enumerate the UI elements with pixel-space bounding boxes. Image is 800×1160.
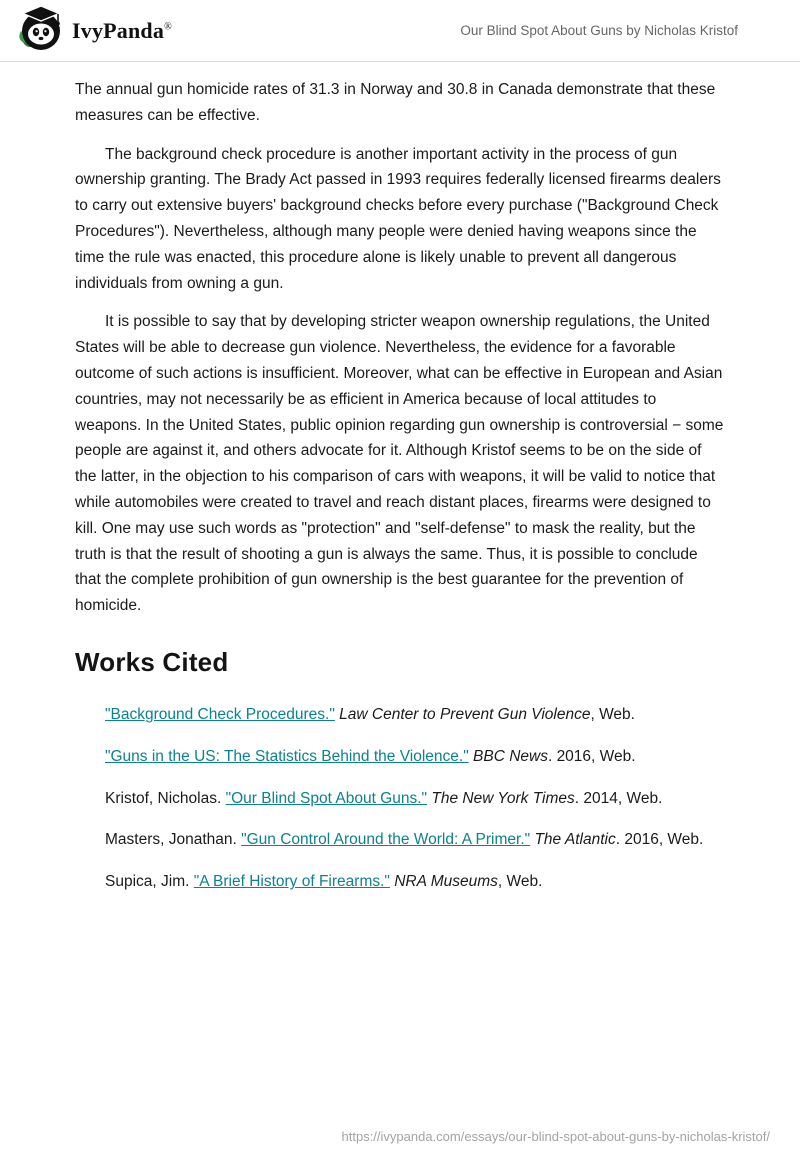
document-title: Our Blind Spot About Guns by Nicholas Kristof: [460, 23, 738, 38]
citation-entry: [75, 702, 725, 728]
brand-name: IvyPanda®: [72, 17, 172, 43]
citation-link[interactable]: "A Brief History of Firearms.": [193, 873, 390, 891]
citation-entry: [75, 786, 725, 812]
citation-author: Supica, Jim.: [105, 873, 194, 891]
citation-entry: [75, 744, 725, 770]
paragraph: It is possible to say that by developing stricter weapon ownership regulations, the United States will be able to decrease gun violence. Nevertheless, the evidence for a favorable outcome of such actions is insufficient. Moreover, what can be effective in European and Asian countries, may not necessarily be as efficient in America because of local attitudes to weapons. In the United States, public opinion regarding gun ownership is controversial − some people are against it, and others advocate for it. Although Kristof seems to be on the side of the latter, in the objection to his comparison of cars with weapons, it will be valid to notice that while automobiles were created to travel and reach distant places, firearms were designed to kill. One may use such words as "protection" and "self-defense" to mask the reality, but the truth is that the result of shooting a gun is always the same. Thus, it is possible to conclude that the complete prohibition of gun ownership is the best guarantee for the prevention of homicide.: [75, 313, 724, 615]
citation-source: BBC News: [473, 747, 548, 765]
citation-suffix: . 2016, Web.: [547, 747, 636, 765]
ivypanda-logo-icon: [16, 4, 62, 57]
paragraph: The annual gun homicide rates of 31.3 in Norway and 30.8 in Canada demonstrate that these measures can be effective.: [75, 81, 716, 124]
citation-source: Law Center to Prevent Gun Violence: [339, 705, 591, 723]
citation-suffix: , Web.: [497, 873, 543, 891]
brand[interactable]: [16, 4, 172, 57]
header: [0, 0, 800, 62]
paragraph: The background check procedure is another important activity in the process of gun ownership granting. The Brady Act passed in 1993 requires federally licensed firearms dealers to carry out extensive buyers' background checks before every purchase ("Background Check Procedures"). Nevertheless, although many people were denied having weapons since the time the rule was enacted, this procedure alone is likely unable to prevent all dangerous individuals from owning a gun.: [75, 145, 721, 292]
citation-author: Kristof, Nicholas.: [105, 789, 226, 807]
citation-entry: [75, 869, 725, 895]
essay-content: [0, 62, 800, 895]
citation-entry: [75, 827, 725, 853]
citation-link[interactable]: "Gun Control Around the World: A Primer.": [241, 831, 531, 849]
citation-suffix: . 2014, Web.: [574, 789, 663, 807]
works-cited-heading: Works Cited: [75, 646, 229, 677]
citation-author: Masters, Jonathan.: [105, 831, 242, 849]
citation-link[interactable]: "Guns in the US: The Statistics Behind the Violence.": [105, 747, 469, 765]
citation-suffix: , Web.: [590, 705, 635, 723]
citation-suffix: . 2016, Web.: [615, 831, 704, 849]
registered-mark: ®: [164, 21, 172, 33]
citation-source: The New York Times: [431, 789, 575, 807]
citation-link[interactable]: "Background Check Procedures.": [105, 705, 335, 723]
citation-link[interactable]: "Our Blind Spot About Guns.": [225, 789, 428, 807]
citation-source: The Atlantic: [534, 831, 616, 849]
citation-source: NRA Museums: [394, 873, 498, 891]
source-url: https://ivypanda.com/essays/our-blind-spot-about-guns-by-nicholas-kristof/: [341, 1129, 770, 1144]
